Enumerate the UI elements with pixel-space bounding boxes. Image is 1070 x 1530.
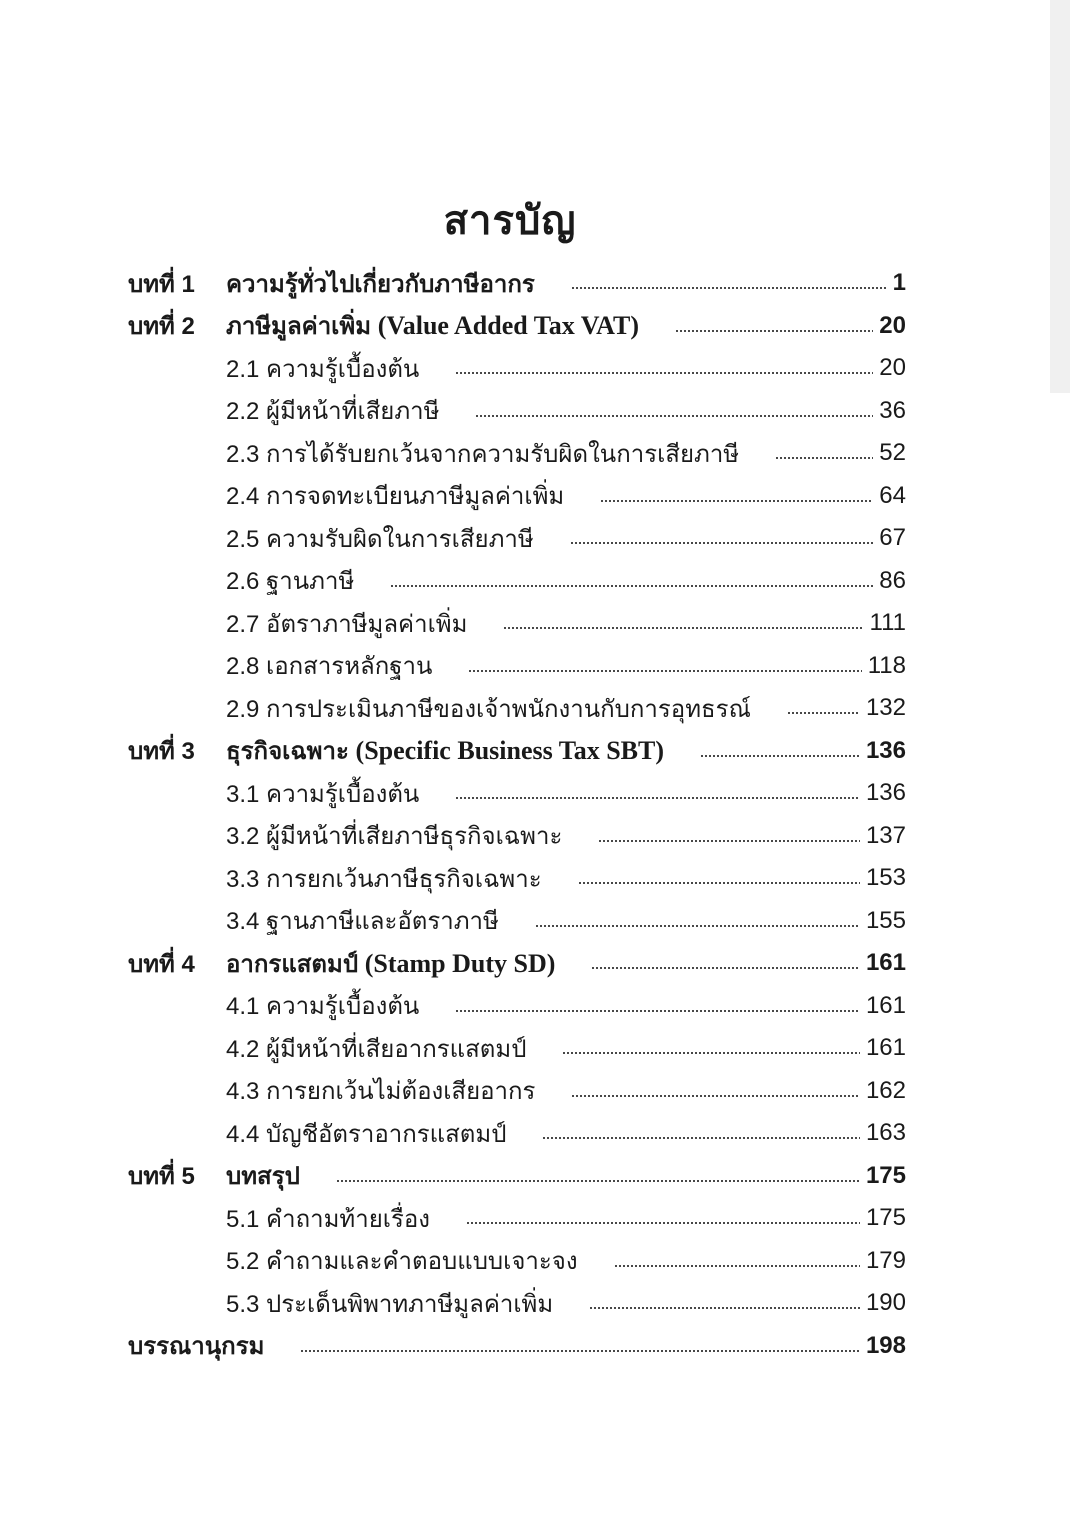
toc-section[interactable] (128, 1282, 906, 1325)
page-number: 155 (865, 906, 906, 934)
dot-leader (614, 1264, 860, 1268)
dot-leader (598, 839, 860, 843)
toc-chapter-3[interactable] (128, 730, 906, 773)
section-title: 2.2 ผู้มีหน้าที่เสียภาษี (226, 398, 440, 426)
chapter-number: บทที่ 5 (128, 1163, 195, 1191)
scrollbar-thumb[interactable] (1050, 0, 1070, 393)
page-number: 1 (892, 269, 906, 297)
section-title: 5.2 คำถามและคำตอบแบบเจาะจง (226, 1248, 578, 1276)
toc-chapter-2[interactable] (128, 305, 906, 348)
section-title: 2.1 ความรู้เบื้องต้น (226, 355, 420, 383)
dot-leader (775, 456, 873, 460)
section-title: 3.1 ความรู้เบื้องต้น (226, 780, 420, 808)
page-number: 175 (865, 1204, 906, 1232)
chapter-number: บทที่ 4 (128, 950, 195, 978)
page-number: 161 (865, 949, 906, 977)
dot-leader (535, 924, 860, 928)
dot-leader (571, 1094, 860, 1098)
page-number: 67 (879, 524, 906, 552)
dot-leader (336, 1179, 860, 1183)
page-number: 137 (865, 821, 906, 849)
page-number: 161 (865, 991, 906, 1019)
section-title: 4.3 การยกเว้นไม่ต้องเสียอากร (226, 1078, 536, 1106)
dot-leader (787, 711, 860, 715)
page-number: 136 (865, 779, 906, 807)
section-title: 2.5 ความรับผิดในการเสียภาษี (226, 525, 534, 553)
toc-section[interactable] (128, 347, 906, 390)
dot-leader (675, 329, 873, 333)
chapter-title: ภาษีมูลค่าเพิ่ม (Value Added Tax VAT) (226, 311, 640, 341)
chapter-title: ความรู้ทั่วไปเกี่ยวกับภาษีอากร (226, 270, 535, 298)
dot-leader (300, 1349, 860, 1353)
dot-leader (455, 1009, 860, 1013)
page-number: 161 (865, 1034, 906, 1062)
toc-section[interactable] (128, 1240, 906, 1283)
page-number: 20 (879, 311, 906, 339)
dot-leader (578, 881, 860, 885)
page-number: 52 (879, 439, 906, 467)
toc-section[interactable] (128, 985, 906, 1028)
page-number: 190 (865, 1289, 906, 1317)
dot-leader (589, 1306, 860, 1310)
page-number: 36 (879, 396, 906, 424)
dot-leader (600, 499, 873, 503)
section-title: 3.2 ผู้มีหน้าที่เสียภาษีธุรกิจเฉพาะ (226, 823, 563, 851)
page-number: 132 (865, 694, 906, 722)
toc-section[interactable] (128, 645, 906, 688)
page-number: 136 (865, 736, 906, 764)
page-number: 20 (879, 354, 906, 382)
page-number: 175 (865, 1161, 906, 1189)
page-number: 118 (867, 651, 906, 679)
chapter-title: อากรแสตมป์ (Stamp Duty SD) (226, 948, 556, 978)
toc-section[interactable] (128, 602, 906, 645)
section-title: 4.2 ผู้มีหน้าที่เสียอากรแสตมป์ (226, 1035, 527, 1063)
page-number: 86 (879, 566, 906, 594)
dot-leader (700, 754, 860, 758)
toc-section[interactable] (128, 900, 906, 943)
dot-leader (571, 286, 887, 290)
toc-chapter-1[interactable] (128, 262, 906, 305)
toc-chapter-5[interactable] (128, 1155, 906, 1198)
dot-leader (542, 1136, 860, 1140)
section-title: 2.9 การประเมินภาษีของเจ้าพนักงานกับการอุทธรณ์ (226, 695, 751, 723)
dot-leader (503, 626, 863, 630)
dot-leader (475, 414, 873, 418)
dot-leader (390, 584, 873, 588)
toc-section[interactable] (128, 432, 906, 475)
dot-leader (562, 1051, 860, 1055)
toc-bibliography[interactable] (128, 1325, 906, 1368)
toc-section[interactable] (128, 1112, 906, 1155)
chapter-number: บทที่ 1 (128, 270, 195, 298)
bibliography-title: บรรณานุกรม (128, 1333, 265, 1361)
toc-section[interactable] (128, 475, 906, 518)
table-of-contents (128, 262, 906, 1367)
section-title: 2.6 ฐานภาษี (226, 568, 355, 596)
toc-section[interactable] (128, 1197, 906, 1240)
page-title: สารบัญ (443, 198, 577, 243)
chapter-title: ธุรกิจเฉพาะ (Specific Business Tax SBT) (226, 736, 665, 766)
toc-section[interactable] (128, 1070, 906, 1113)
toc-section[interactable] (128, 815, 906, 858)
dot-leader (466, 1221, 860, 1225)
toc-section[interactable] (128, 772, 906, 815)
page-number: 163 (865, 1119, 906, 1147)
dot-leader (468, 669, 861, 673)
toc-section[interactable] (128, 857, 906, 900)
section-title: 2.3 การได้รับยกเว้นจากความรับผิดในการเสียภาษี (226, 440, 740, 468)
section-title: 5.1 คำถามท้ายเรื่อง (226, 1205, 430, 1233)
page-number: 153 (865, 864, 906, 892)
toc-section[interactable] (128, 517, 906, 560)
chapter-number: บทที่ 3 (128, 738, 195, 766)
section-title: 3.4 ฐานภาษีและอัตราภาษี (226, 908, 499, 936)
section-title: 4.4 บัญชีอัตราอากรแสตมป์ (226, 1120, 507, 1148)
toc-section[interactable] (128, 1027, 906, 1070)
dot-leader (570, 541, 874, 545)
section-title: 2.4 การจดทะเบียนภาษีมูลค่าเพิ่ม (226, 483, 565, 511)
page-number: 179 (865, 1246, 906, 1274)
page-number: 162 (865, 1076, 906, 1104)
page-number: 198 (865, 1331, 906, 1359)
section-title: 4.1 ความรู้เบื้องต้น (226, 993, 420, 1021)
section-title: 5.3 ประเด็นพิพาทภาษีมูลค่าเพิ่ม (226, 1290, 554, 1318)
chapter-title: บทสรุป (226, 1163, 300, 1191)
toc-section[interactable] (128, 560, 906, 603)
dot-leader (455, 796, 860, 800)
dot-leader (591, 966, 860, 970)
toc-section[interactable] (128, 390, 906, 433)
page-number: 64 (879, 481, 906, 509)
toc-chapter-4[interactable] (128, 942, 906, 985)
dot-leader (455, 371, 873, 375)
section-title: 3.3 การยกเว้นภาษีธุรกิจเฉพาะ (226, 865, 542, 893)
chapter-number: บทที่ 2 (128, 313, 195, 341)
toc-section[interactable] (128, 687, 906, 730)
section-title: 2.8 เอกสารหลักฐาน (226, 653, 433, 681)
page-number: 111 (869, 609, 906, 637)
section-title: 2.7 อัตราภาษีมูลค่าเพิ่ม (226, 610, 468, 638)
